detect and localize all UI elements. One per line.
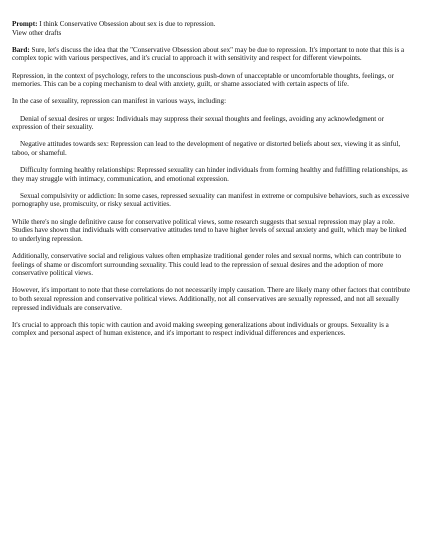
paragraph-values: Additionally, conservative social and religious values often emphasize traditional gender roles and sexual norms, which can contribute to feelings of shame or discomfort surrounding sexuality. This could lead to the repression of sexual desires and the adoption of more conservative political views. [12,252,401,278]
paragraph-research: While there's no single definitive cause for conservative political views, some research suggests that sexual repression may play a role. Studies have shown that individuals with conservative attitudes tend to have higher levels of sexual anxiety and guilt, which may be linked to underlying repression. [12,217,407,243]
list-item-relationships: Difficulty forming healthy relationships: Repressed sexuality can hinder individuals from forming healthy and fulfilling relationships, as they may struggle with intimacy, communication, and emotional expression. [12,166,408,183]
response-intro-text: Sure, let's discuss the idea that the "Conservative Obsession about sex" may be due to repression. It's important to note that this is a complex topic with various perspectives, and it's crucial to approach it with sensitivity and respect for different viewpoints. [12,45,405,63]
prompt-label: Prompt: [12,20,38,28]
list-item-compulsivity: Sexual compulsivity or addiction: In some cases, repressed sexuality can manifest in extreme or compulsive behaviors, such as excessive pornography use, promiscuity, or risky sexual activities. [12,191,410,209]
list-item-denial: Denial of sexual desires or urges: Individuals may suppress their sexual thoughts and feelings, avoiding any acknowledgment or expression of their sexuality. [12,114,384,132]
paragraph-conclusion: It's crucial to approach this topic with caution and avoid making sweeping generalizations about individuals or groups. Sexuality is a complex and personal aspect of human existence, and it's important to respect individual differences and experiences. [12,320,389,338]
view-other-drafts-link[interactable]: View other drafts [12,28,62,37]
paragraph-manifestations-intro: In the case of sexuality, repression can manifest in various ways, including: [12,97,227,106]
prompt-line [12,20,411,29]
paragraph-causation: However, it's important to note that these correlations do not necessarily imply causation. There are likely many other factors that contribute to both sexual repression and conservative political views. Additionally, not all conservatives are sexually repressed, and not all sexually repressed individuals are conservative. [12,286,410,312]
paragraph-repression-definition: Repression, in the context of psychology, refers to the unconscious push-down of unacceptable or uncomfortable thoughts, feelings, or memories. This can be a coping mechanism to deal with anxiety, guilt, or shame associated with certain aspects of life. [12,71,394,89]
response-label: Bard: [12,45,30,54]
list-item-negative-attitudes: Negative attitudes towards sex: Repression can lead to the development of negative or distorted beliefs about sex, viewing it as sinful, taboo, or shameful. [12,140,401,157]
response-intro [12,46,411,63]
prompt-text: I think Conservative Obsession about sex is due to repression. [37,20,216,28]
